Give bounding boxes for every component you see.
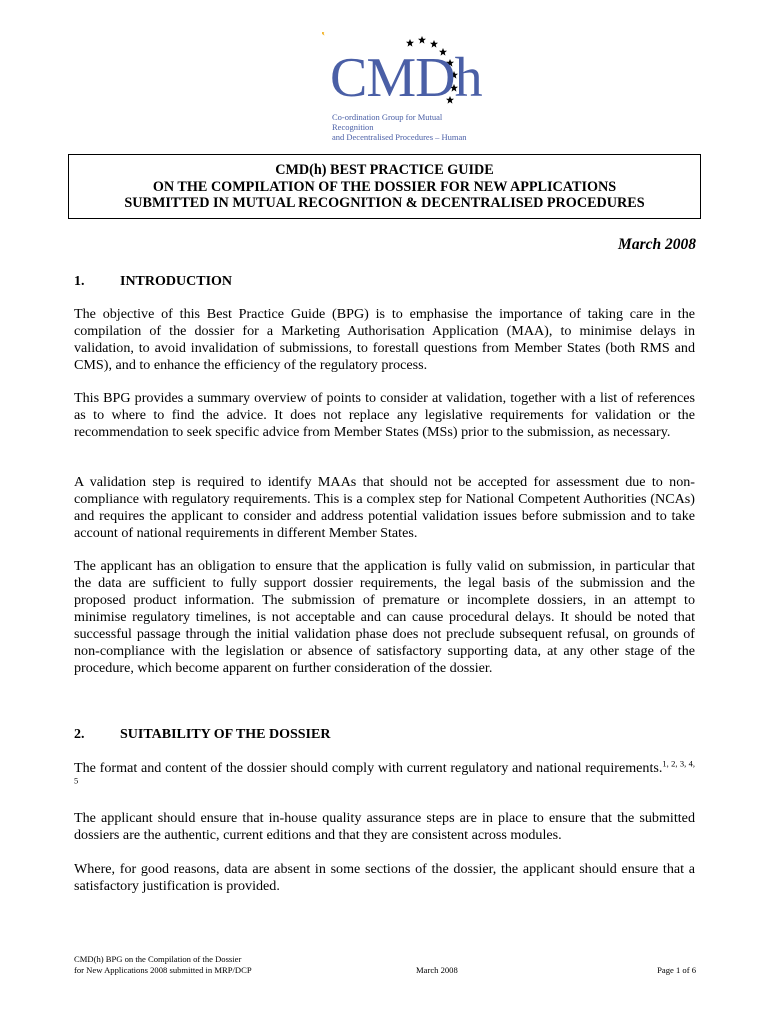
- footer-document-name: [74, 954, 252, 976]
- logo-subtitle: [332, 112, 482, 142]
- section-2-paragraph-1: [74, 760, 695, 794]
- cmdh-logo: [322, 32, 482, 142]
- section-2-paragraph-3: Where, for good reasons, data are absent in some sections of the dossier, the applicant should ensure that a satisfactory justification is provided.: [74, 861, 695, 894]
- footnote-references[interactable]: 1, 2, 3, 4, 5: [74, 758, 695, 786]
- page-footer: [74, 954, 696, 984]
- document-date: March 2008: [618, 236, 696, 253]
- section-1-paragraph-1: The objective of this Best Practice Guide (BPG) is to emphasise the importance of taking care in the compilation of the dossier for a Marketing Authorisation Application (MAA), to minimise delays in validation, to avoid invalidation of submissions, to forestall questions from Member States (both RMS and CMS), and to enhance the efficiency of the regulatory process.: [74, 306, 695, 373]
- section-1-title: INTRODUCTION: [120, 274, 233, 289]
- section-1-paragraph-4: The applicant has an obligation to ensure that the application is fully valid on submission, in particular that the data are sufficient to fully support dossier requirements, the legal basis of the submission and the proposed product information. The submission of premature or incomplete dossiers, in an attempt to minimise regulatory timelines, is not acceptable and can cause procedural delays. It should be noted that successful passage through the initial validation phase does not preclude subsequent refusal, on grounds of non-compliance with the legislation or absence of satisfactory supporting data, at any other stage of the procedure, which become apparent on further consideration of the dossier.: [74, 558, 695, 676]
- section-1-paragraph-2: This BPG provides a summary overview of points to consider at validation, together with a list of references as to where to find the advice. It does not replace any legislative requirements for validation or the recommendation to seek specific advice from Member States (MSs) prior to the submission, as necessary.: [74, 390, 695, 440]
- logo-wordmark: CMDh: [330, 47, 482, 109]
- footer-line-1: CMD(h) BPG on the Compilation of the Dossier: [74, 954, 242, 964]
- title-line-1: CMD(h) BEST PRACTICE GUIDE: [275, 162, 494, 178]
- section-2-paragraph-1-text: The format and content of the dossier should comply with current regulatory and national requirements.: [74, 760, 663, 776]
- title-line-3: SUBMITTED IN MUTUAL RECOGNITION & DECENTRALISED PROCEDURES: [124, 195, 645, 211]
- section-1-paragraph-3: A validation step is required to identify MAAs that should not be accepted for assessment due to non-compliance with regulatory requirements. This is a complex step for National Competent Authorities (NCAs) and requires the applicant to consider and address potential validation issues before submission and to take account of national requirements in different Member States.: [74, 474, 695, 541]
- logo-subtitle-line2: and Decentralised Procedures – Human: [332, 132, 467, 142]
- section-2-heading: [74, 726, 330, 743]
- logo-subtitle-line1: Co-ordination Group for Mutual Recognition: [332, 112, 443, 132]
- section-1-number: 1.: [74, 274, 85, 289]
- section-2-paragraph-2: The applicant should ensure that in-house quality assurance steps are in place to ensure that the submitted dossiers are the authentic, current editions and that they are consistent across modules.: [74, 810, 695, 843]
- footer-date: March 2008: [416, 965, 458, 975]
- footer-line-2: for New Applications 2008 submitted in MRP/DCP: [74, 965, 252, 975]
- title-line-2: ON THE COMPILATION OF THE DOSSIER FOR NEW APPLICATIONS: [152, 178, 617, 195]
- section-2-title: SUITABILITY OF THE DOSSIER: [120, 727, 331, 742]
- section-1-heading: [74, 273, 232, 290]
- document-title-box: [68, 154, 701, 219]
- section-2-number: 2.: [74, 727, 85, 742]
- footer-page-number: Page 1 of 6: [657, 965, 696, 975]
